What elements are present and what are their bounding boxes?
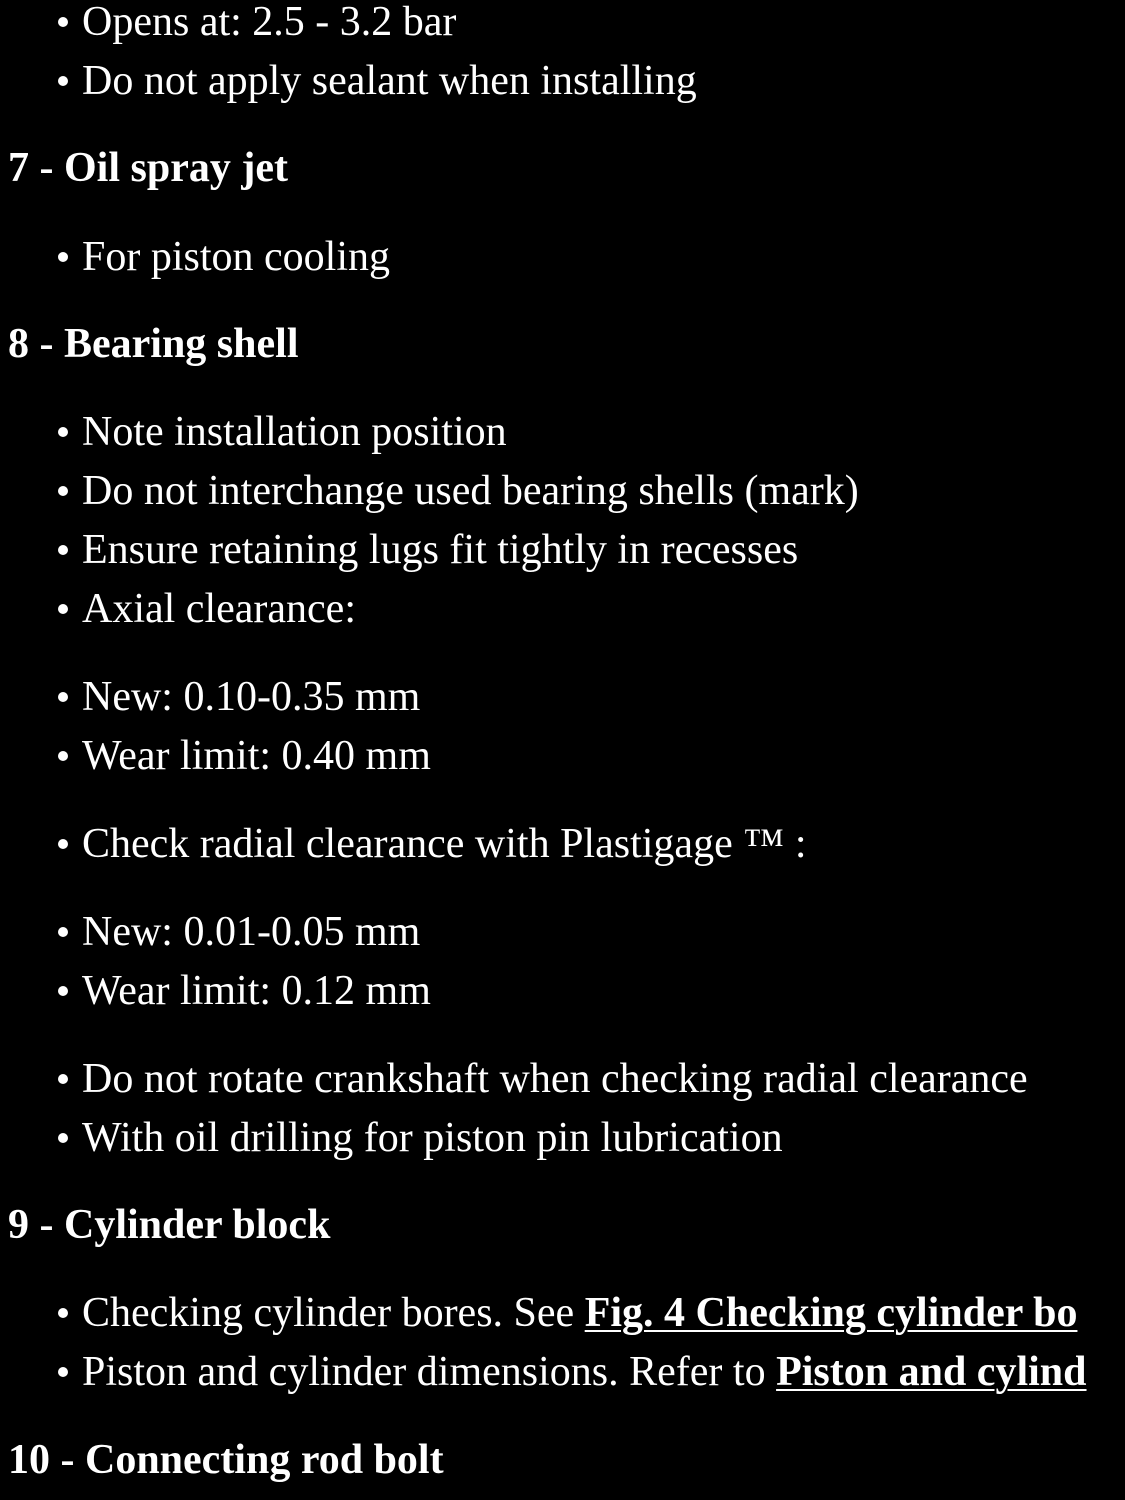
list-item	[58, 56, 697, 106]
section-heading: 10 - Connecting rod bolt	[8, 1437, 444, 1483]
list-item-text: New: 0.01-0.05 mm	[82, 909, 421, 955]
list-item	[58, 232, 390, 282]
list-item	[58, 819, 807, 869]
bullet-icon	[58, 1133, 68, 1143]
bullet-icon	[58, 486, 68, 496]
bullet-icon	[58, 604, 68, 614]
section-heading: 7 - Oil spray jet	[8, 145, 288, 191]
list-item	[58, 731, 431, 781]
list-item-text: New: 0.10-0.35 mm	[82, 674, 421, 720]
list-item	[58, 672, 420, 722]
list-item-text: Do not rotate crankshaft when checking radial clearance	[82, 1056, 1028, 1102]
list-item	[58, 1288, 1077, 1338]
list-item-text: Axial clearance:	[82, 586, 356, 632]
list-item	[58, 584, 356, 634]
list-item-text: Ensure retaining lugs fit tightly in recesses	[82, 527, 799, 573]
list-item	[58, 1347, 1087, 1397]
list-item	[58, 0, 456, 47]
list-item-text: Do not apply sealant when installing	[82, 58, 697, 104]
list-item-text: Opens at: 2.5 - 3.2 bar	[82, 0, 457, 45]
list-item-text: Note installation position	[82, 409, 507, 455]
list-item-text: Check radial clearance with Plastigage ™ :	[82, 821, 807, 867]
list-item	[58, 1054, 1028, 1104]
bullet-icon	[58, 76, 68, 86]
list-item	[58, 966, 431, 1016]
list-item	[58, 407, 507, 457]
bullet-icon	[58, 1074, 68, 1084]
section-heading: 9 - Cylinder block	[8, 1202, 331, 1248]
bullet-icon	[58, 692, 68, 702]
bullet-icon	[58, 1367, 68, 1377]
list-item	[58, 525, 798, 575]
list-item-text: With oil drilling for piston pin lubrication	[82, 1115, 783, 1161]
list-item-text: For piston cooling	[82, 234, 391, 280]
bullet-icon	[58, 986, 68, 996]
bullet-icon	[58, 751, 68, 761]
bullet-icon	[58, 252, 68, 262]
bullet-icon	[58, 17, 68, 27]
list-item	[58, 1113, 783, 1163]
piston-cylinder-dimensions-link[interactable]: Piston and cylind	[776, 1349, 1087, 1395]
list-item-text: Piston and cylinder dimensions. Refer to	[82, 1349, 777, 1395]
section-heading: 8 - Bearing shell	[8, 321, 299, 367]
bullet-icon	[58, 927, 68, 937]
list-item	[58, 466, 859, 516]
bullet-icon	[58, 1308, 68, 1318]
list-item-text: Wear limit: 0.12 mm	[82, 968, 431, 1014]
bullet-icon	[58, 545, 68, 555]
list-item-text: Do not interchange used bearing shells (mark)	[82, 468, 859, 514]
list-item-text: Wear limit: 0.40 mm	[82, 733, 431, 779]
bullet-icon	[58, 427, 68, 437]
fig4-checking-cylinder-bores-link[interactable]: Fig. 4 Checking cylinder bo	[584, 1290, 1078, 1336]
list-item-text: Checking cylinder bores. See	[82, 1290, 585, 1336]
bullet-icon	[58, 839, 68, 849]
list-item	[58, 907, 420, 957]
